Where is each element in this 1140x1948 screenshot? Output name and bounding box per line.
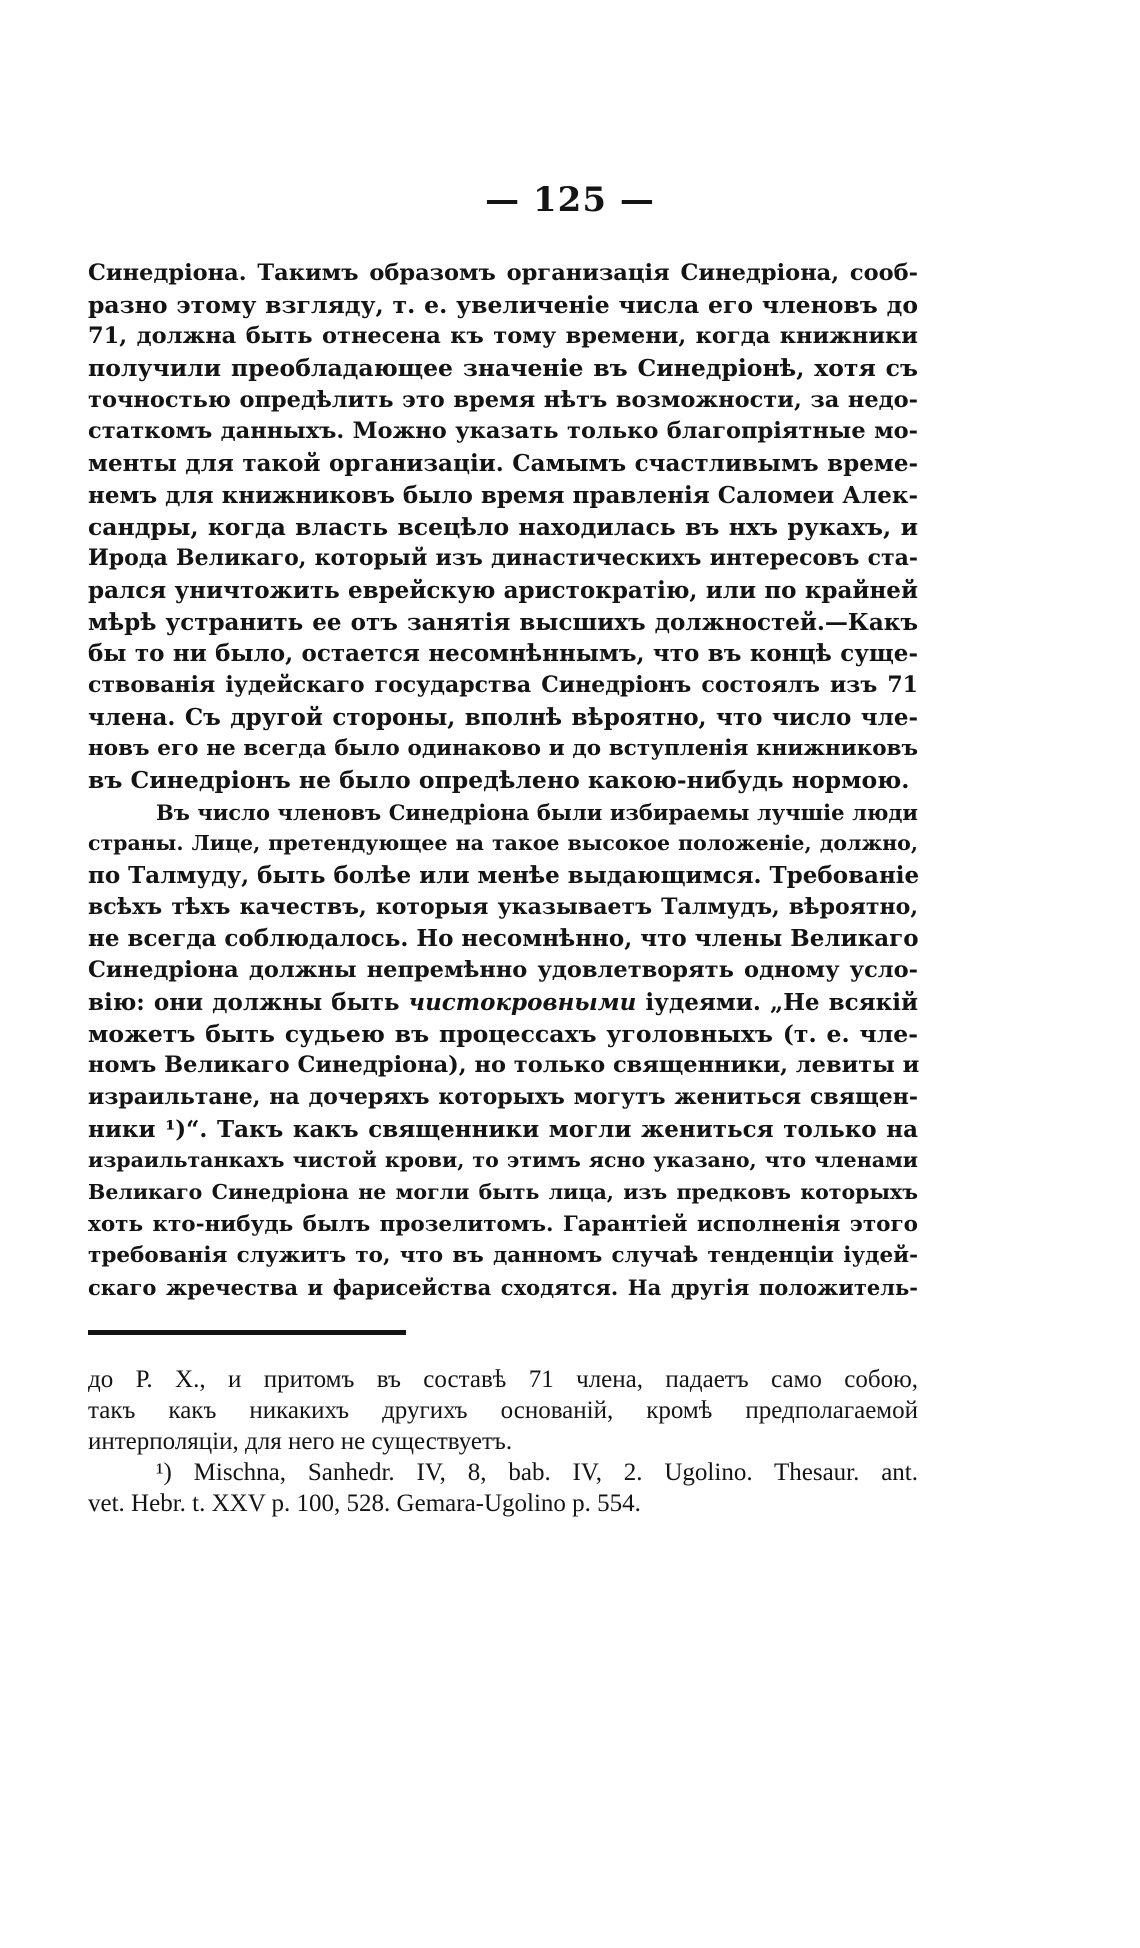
text-line: менты для такой организаціи. Самымъ счастливымъ време- bbox=[88, 450, 918, 478]
body-text bbox=[88, 258, 918, 1304]
text-line bbox=[88, 987, 918, 1019]
text-line: статкомъ данныхъ. Можно указать только благопріятные мо- bbox=[88, 418, 918, 445]
text-line: Великаго Синедріона не могли быть лица, изъ предковъ которыхъ bbox=[88, 1179, 918, 1204]
text-line: скаго жречества и фарисейства сходятся. На другія положитель- bbox=[88, 1275, 918, 1300]
footnote-line: ¹) Mischna, Sanhedr. IV, 8, bab. IV, 2. Ugolino. Thesaur. ant. bbox=[156, 1459, 918, 1486]
page-number: — 125 — bbox=[485, 180, 655, 220]
text-line bbox=[88, 1114, 918, 1146]
text-line: рался уничтожить еврейскую аристократію, или по крайней bbox=[88, 576, 918, 604]
text-line: номъ Великаго Синедріона), но только священники, левиты и bbox=[88, 1052, 920, 1079]
text-line: немъ для книжниковъ было время правленія Саломеи Алек- bbox=[88, 481, 918, 509]
text-line: 71, должна быть отнесена къ тому времени, когда книжники bbox=[88, 323, 918, 350]
text-line: всѣхъ тѣхъ качествъ, которыя указываетъ Талмудъ, вѣроятно, bbox=[88, 893, 918, 920]
text-line: Синедріона должны непремѣнно удовлетворять одному усло- bbox=[88, 957, 918, 984]
text-line: не всегда соблюдалось. Но несомнѣнно, что члены Великаго bbox=[88, 925, 919, 953]
text-line: мѣрѣ устранить ее отъ занятія высшихъ должностей.—Какъ bbox=[88, 608, 918, 636]
footnotes bbox=[88, 1364, 918, 1519]
text-line: ствованія іудейскаго государства Синедріонъ состоялъ изъ 71 bbox=[88, 671, 918, 698]
footnote-reference: ¹)“. Такъ какъ священники могли жениться только на bbox=[165, 1115, 918, 1143]
text-line: члена. Съ другой стороны, вполнѣ вѣроятно, что число чле- bbox=[88, 703, 918, 731]
text-line: Ирода Великаго, который изъ династическихъ интересовъ ста- bbox=[88, 545, 918, 572]
emphasized-word: чистокровными bbox=[408, 988, 637, 1016]
text-line: можетъ быть судьею въ процессахъ уголовныхъ (т. е. чле- bbox=[88, 1019, 918, 1048]
text-line: бы то ни было, остается несомнѣннымъ, что въ концѣ суще- bbox=[88, 640, 918, 668]
text-fragment: вію: они должны быть bbox=[88, 988, 400, 1016]
text-line: Синедріона. Такимъ образомъ организація Синедріона, сооб- bbox=[88, 260, 918, 286]
text-line: получили преобладающее значеніе въ Синедріонѣ, хотя съ bbox=[88, 354, 918, 383]
text-line: израильтанкахъ чистой крови, то этимъ ясно указано, что членами bbox=[88, 1148, 918, 1173]
footnote-line: интерполяціи, для него не существуетъ. bbox=[88, 1428, 513, 1455]
text-line: новъ его не всегда было одинаково и до вступленія книжниковъ bbox=[88, 736, 918, 762]
text-line: Въ число членовъ Синедріона были избираемы лучшіе люди bbox=[156, 799, 918, 825]
text-line: разно этому взгляду, т. е. увеличеніе числа его членовъ до bbox=[88, 290, 918, 319]
text-line: сандры, когда власть всецѣло находилась въ нхъ рукахъ, и bbox=[88, 512, 918, 541]
footnote-line: такъ какъ никакихъ другихъ основаній, кромѣ предполагаемой bbox=[88, 1397, 918, 1424]
footnote-line: до Р. Х., и притомъ въ составѣ 71 члена, падаетъ само собою, bbox=[88, 1366, 918, 1393]
text-line: въ Синедріонъ не было опредѣлено какою-нибудь нормою. bbox=[88, 766, 910, 794]
footnote-divider bbox=[88, 1330, 406, 1335]
text-line: по Талмуду, быть болѣе или менѣе выдающимся. Требованіе bbox=[88, 862, 920, 890]
text-fragment: ники bbox=[88, 1115, 156, 1143]
text-line: точностью опредѣлить это время нѣтъ возможности, за недо- bbox=[88, 386, 918, 413]
text-line: израильтане, на дочеряхъ которыхъ могутъ жениться священ- bbox=[88, 1083, 918, 1110]
text-line: требованія служитъ то, что въ данномъ случаѣ тенденціи іудей- bbox=[88, 1243, 918, 1269]
text-line: страны. Лице, претендующее на такое высокое положеніе, должно, bbox=[88, 831, 918, 856]
text-line: хоть кто-нибудь былъ прозелитомъ. Гарантіей исполненія этого bbox=[88, 1211, 918, 1237]
text-fragment: іудеями. „Не всякій bbox=[645, 988, 919, 1016]
footnote-line: vet. Hebr. t. XXV p. 100, 528. Gemara-Ugolino p. 554. bbox=[88, 1490, 641, 1517]
